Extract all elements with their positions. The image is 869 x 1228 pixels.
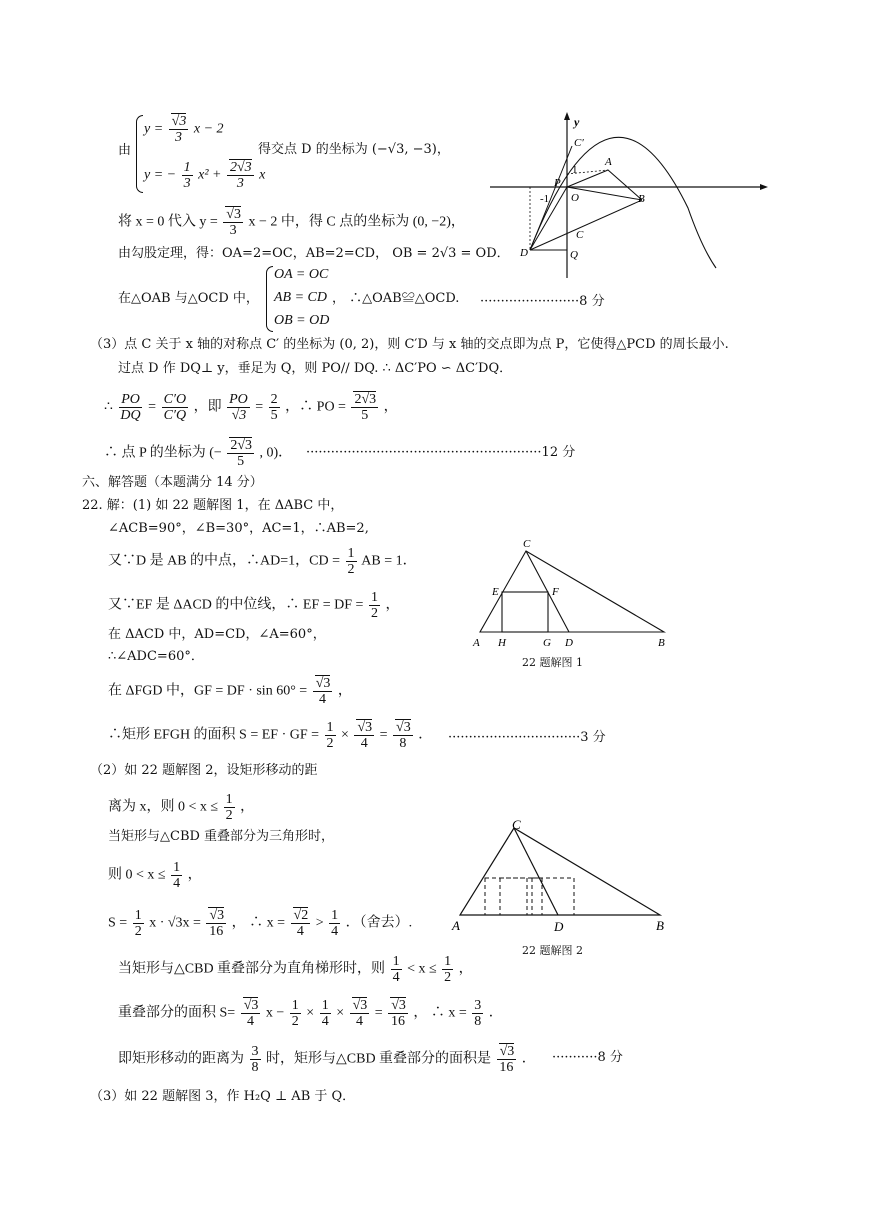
fig1-h: H <box>498 637 506 649</box>
label-y: y <box>574 115 580 129</box>
congruence-c: OB = OD <box>274 313 330 328</box>
triangle-abc-2 <box>460 828 660 915</box>
score-8b: ···········8 分 <box>552 1050 623 1065</box>
q22-b1: （2）如 22 题解图 2，设矩形移动的距 <box>90 763 318 778</box>
q22-b2: 离为 x，则 0 < x ≤ $\frac{1}{2}$ ， <box>108 792 255 823</box>
label-p: P <box>554 177 561 189</box>
part3-ratio-line: ∴ $\frac{PO}{DQ}$ = $\frac{C'O}{C'Q}$ ，即 $\frac{PO}{√3}$ = $\frac{2}{5}$ ，∴ PO = $\frac{2√3}{5}$ ， <box>104 392 398 423</box>
substitute-line: 将 x = 0 代入 y = $\frac{√3}{3}$ x − 2 中，得 C 点的坐标为 (0, −2)， <box>118 207 465 238</box>
you-label: 由 <box>118 143 132 158</box>
part3-line-2: 过点 D 作 DQ⊥ y，垂足为 Q，则 PO// DQ. ∴ ΔC′PO ∽ ΔC′DQ． <box>118 361 513 376</box>
intersection-result: 得交点 D 的坐标为 (−√3, −3)， <box>258 142 450 157</box>
q22-a1: ∠ACB=90°，∠B=30°，AC=1，∴AB=2, <box>108 521 369 536</box>
system-brace <box>136 115 143 193</box>
part3-line-1: （3）点 C 关于 x 轴的对称点 C′ 的坐标为 (0, 2)，则 C′D 与 x 轴的交点即为点 P，它使得△PCD 的周长最小. <box>90 337 729 352</box>
label-a: A <box>605 156 612 168</box>
label-q: Q <box>570 249 578 261</box>
label-b: B <box>638 193 645 205</box>
q22-b5: S = $\frac{1}{2}$ x · √3x = $\frac{√3}{16}$ ， ∴ x = $\frac{√2}{4}$ > $\frac{1}{4}$ ．（舍去）. <box>108 908 413 939</box>
fig2-c: C <box>512 817 521 832</box>
q22-a3: 又∵EF 是 ΔACD 的中位线，∴ EF = DF = $\frac{1}{2}$ ， <box>108 590 400 621</box>
figure-1 <box>468 535 672 653</box>
rect-dashed-2 <box>500 878 542 915</box>
score-3: ································3 分 <box>448 730 606 745</box>
fig1-d: D <box>565 637 573 649</box>
fig2-a: A <box>452 918 460 933</box>
figure-2 <box>448 812 674 936</box>
equation-line-2: y = − $\frac{1}{3}$ x² + $\frac{2√3}{3}$ x <box>144 160 266 191</box>
q22-b6: 当矩形与△CBD 重叠部分为直角梯形时，则 $\frac{1}{4}$ < x ≤ $\frac{1}{2}$ ， <box>118 954 473 985</box>
score-8: ························8 分 <box>480 294 605 309</box>
figure-2-caption: 22 题解图 2 <box>522 944 583 957</box>
congruence-conclusion: ， ∴△OAB≌△OCD. <box>332 291 460 306</box>
fig1-c: C <box>523 538 531 550</box>
fig1-b: B <box>658 637 665 649</box>
fig1-f: F <box>552 586 559 598</box>
fig1-e: E <box>492 586 499 598</box>
congruence-a: OA = OC <box>274 267 329 282</box>
q22-a5: ∴∠ADC=60°． <box>108 649 204 664</box>
q22-b8: 即矩形移动的距离为 $\frac{3}{8}$ 时，矩形与△CBD 重叠部分的面积是 $\frac{√3}{16}$ ． <box>118 1044 536 1075</box>
fig1-a: A <box>473 637 480 649</box>
congruence-brace <box>266 266 273 332</box>
q22-b9: （3）如 22 题解图 3，作 H₂Q ⊥ AB 于 Q． <box>90 1089 356 1104</box>
q22-b4: 则 0 < x ≤ $\frac{1}{4}$ ， <box>108 860 202 891</box>
q22-b7: 重叠部分的面积 S= $\frac{√3}{4}$ x − $\frac{1}{2}$ × $\frac{1}{4}$ × $\frac{√3}{4}$ = $\frac{√3}{16}$ ， ∴ x = $\frac{3}{8}$ ． <box>118 998 503 1029</box>
label-o: O <box>571 192 579 204</box>
point-p-line: ∴ 点 P 的坐标为 (− $\frac{2√3}{5}$ , 0)． <box>104 438 293 469</box>
rect-dashed-1 <box>485 878 527 915</box>
label-cp: C′ <box>574 137 584 149</box>
fig2-d: D <box>554 919 564 934</box>
section6-title: 六、解答题（本题满分 14 分） <box>82 475 263 490</box>
parabola-figure <box>490 108 810 286</box>
equation-line-1: y = $\frac{√3}{3}$ x − 2 <box>144 114 224 145</box>
label-one: 1 <box>572 164 578 176</box>
q22-a2: 又∵D 是 AB 的中点，∴AD=1，CD = $\frac{1}{2}$ AB = 1． <box>108 546 417 577</box>
label-d: D <box>520 247 528 259</box>
rect-dashed-3 <box>532 878 574 915</box>
congruence-b: AB = CD <box>274 290 327 305</box>
score-12: ·························································12 分 <box>306 445 576 460</box>
label-m1: -1 <box>540 193 550 205</box>
pythagoras-line: 由勾股定理，得：OA=2=OC，AB=2=CD， OB = 2√3 = OD． <box>118 246 510 261</box>
rectangle-efgh <box>502 592 548 632</box>
figure-1-caption: 22 题解图 1 <box>522 656 583 669</box>
q22-a6: 在 ΔFGD 中，GF = DF · sin 60° = $\frac{√3}{4}$ ， <box>108 676 352 707</box>
x-axis-arrow <box>760 184 768 190</box>
label-c: C <box>576 229 584 241</box>
q22-a7: ∴矩形 EFGH 的面积 S = EF · GF = $\frac{1}{2}$ × $\frac{√3}{4}$ = $\frac{√3}{8}$ ． <box>108 720 433 751</box>
fig2-b: B <box>656 918 664 933</box>
q22-b3: 当矩形与△CBD 重叠部分为三角形时， <box>108 829 335 844</box>
congruence-intro: 在△OAB 与△OCD 中， <box>118 291 259 306</box>
q22-intro: 22. 解：(1) 如 22 题解图 1，在 ΔABC 中， <box>82 498 344 513</box>
q22-a4: 在 ΔACD 中，AD=CD，∠A=60°， <box>108 627 326 642</box>
y-axis-arrow <box>564 112 570 120</box>
fig1-g: G <box>543 637 551 649</box>
